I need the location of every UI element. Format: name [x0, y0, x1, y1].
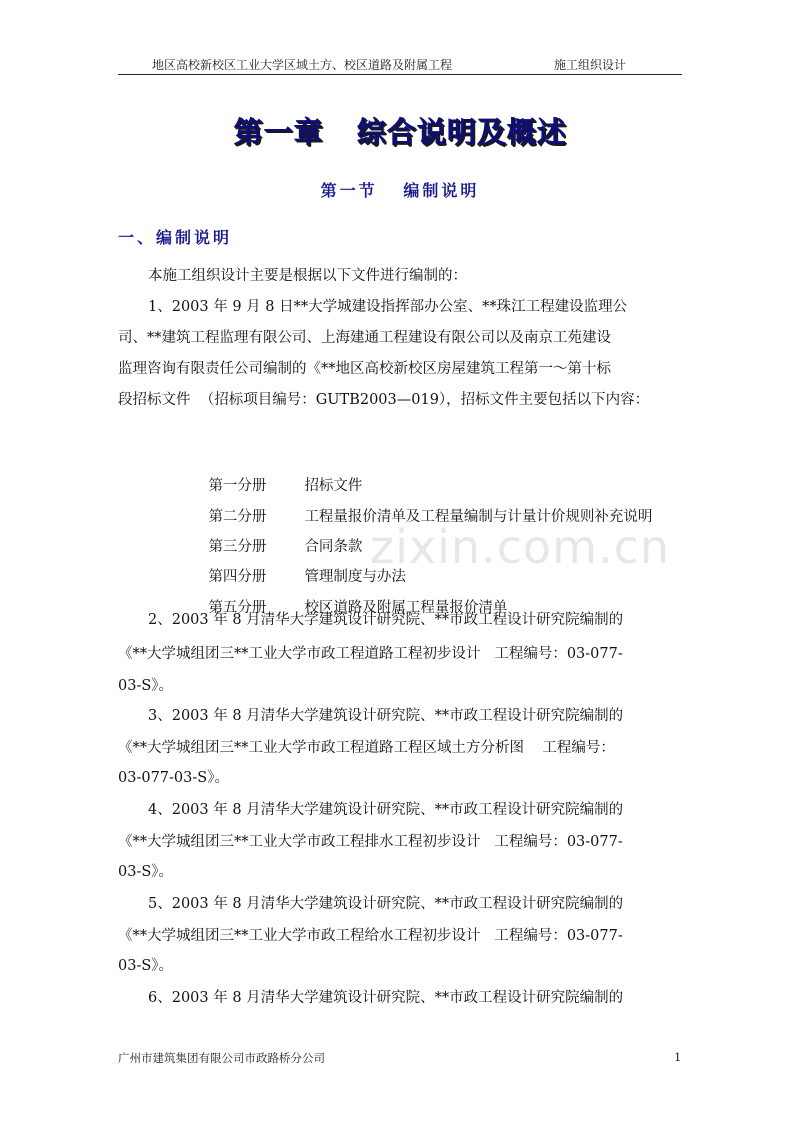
item-4-line-3: 03-S》。 [118, 864, 174, 880]
header-document-type: 施工组织设计 [554, 58, 627, 72]
volume-number: 第三分册 [208, 539, 267, 555]
volume-name: 校区道路及附属工程量报价清单 [304, 600, 508, 616]
item-5-line-1: 5、2003 年 8 月清华大学建筑设计研究院、**市政工程设计研究院编制的 [148, 896, 624, 912]
item-4-line-2: 《**大学城组团三**工业大学市政工程排水工程初步设计 工程编号：03-077- [118, 834, 623, 850]
volume-number: 第一分册 [208, 478, 267, 494]
intro-paragraph: 本施工组织设计主要是根据以下文件进行编制的： [148, 268, 467, 284]
item-3-line-1: 3、2003 年 8 月清华大学建筑设计研究院、**市政工程设计研究院编制的 [148, 708, 624, 724]
volume-name: 招标文件 [304, 478, 363, 494]
item-1-line-3: 监理咨询有限责任公司编制的《**地区高校新校区房屋建筑工程第一～第十标 [118, 361, 611, 377]
subsection-title: 一、编制说明 [118, 228, 233, 247]
page-number: 1 [674, 1050, 682, 1064]
volume-name: 合同条款 [304, 539, 363, 555]
header-divider [118, 74, 682, 75]
item-1-line-2: 司、**建筑工程监理有限公司、上海建通工程建设有限公司以及南京工苑建设 [118, 330, 611, 346]
volume-number: 第五分册 [208, 600, 267, 616]
watermark: zixin.com.cn [370, 520, 671, 574]
footer-company: 广州市建筑集团有限公司市政路桥分公司 [118, 1051, 325, 1065]
item-2-line-1: 2、2003 年 8 月清华大学建筑设计研究院、**市政工程设计研究院编制的 [148, 612, 624, 628]
item-1-line-1: 1、2003 年 9 月 8 日**大学城建设指挥部办公室、**珠江工程建设监理公 [148, 299, 628, 315]
section-title: 第一节 编制说明 [320, 181, 480, 200]
item-5-line-3: 03-S》。 [118, 958, 174, 974]
chapter-title: 第一章 综合说明及概述 [233, 115, 567, 149]
volume-name: 管理制度与办法 [304, 569, 406, 585]
item-1-line-4: 段招标文件 （招标项目编号：GUTB2003—019），招标文件主要包括以下内容： [118, 392, 650, 408]
volume-number: 第四分册 [208, 569, 267, 585]
header-project-title: 地区高校新校区工业大学区域土方、校区道路及附属工程 [152, 58, 453, 72]
item-5-line-2: 《**大学城组团三**工业大学市政工程给水工程初步设计 工程编号：03-077- [118, 928, 623, 944]
item-6-line-1: 6、2003 年 8 月清华大学建筑设计研究院、**市政工程设计研究院编制的 [148, 990, 624, 1006]
volume-number: 第二分册 [208, 509, 267, 525]
item-3-line-2: 《**大学城组团三**工业大学市政工程道路工程区域土方分析图 工程编号： [118, 740, 615, 756]
page-header [118, 56, 682, 74]
item-2-line-2: 《**大学城组团三**工业大学市政工程道路工程初步设计 工程编号：03-077- [118, 646, 623, 662]
item-3-line-3: 03-077-03-S》。 [118, 770, 229, 786]
volume-name: 工程量报价清单及工程量编制与计量计价规则补充说明 [304, 509, 653, 525]
item-4-line-1: 4、2003 年 8 月清华大学建筑设计研究院、**市政工程设计研究院编制的 [148, 802, 624, 818]
item-2-line-3: 03-S》。 [118, 678, 174, 694]
